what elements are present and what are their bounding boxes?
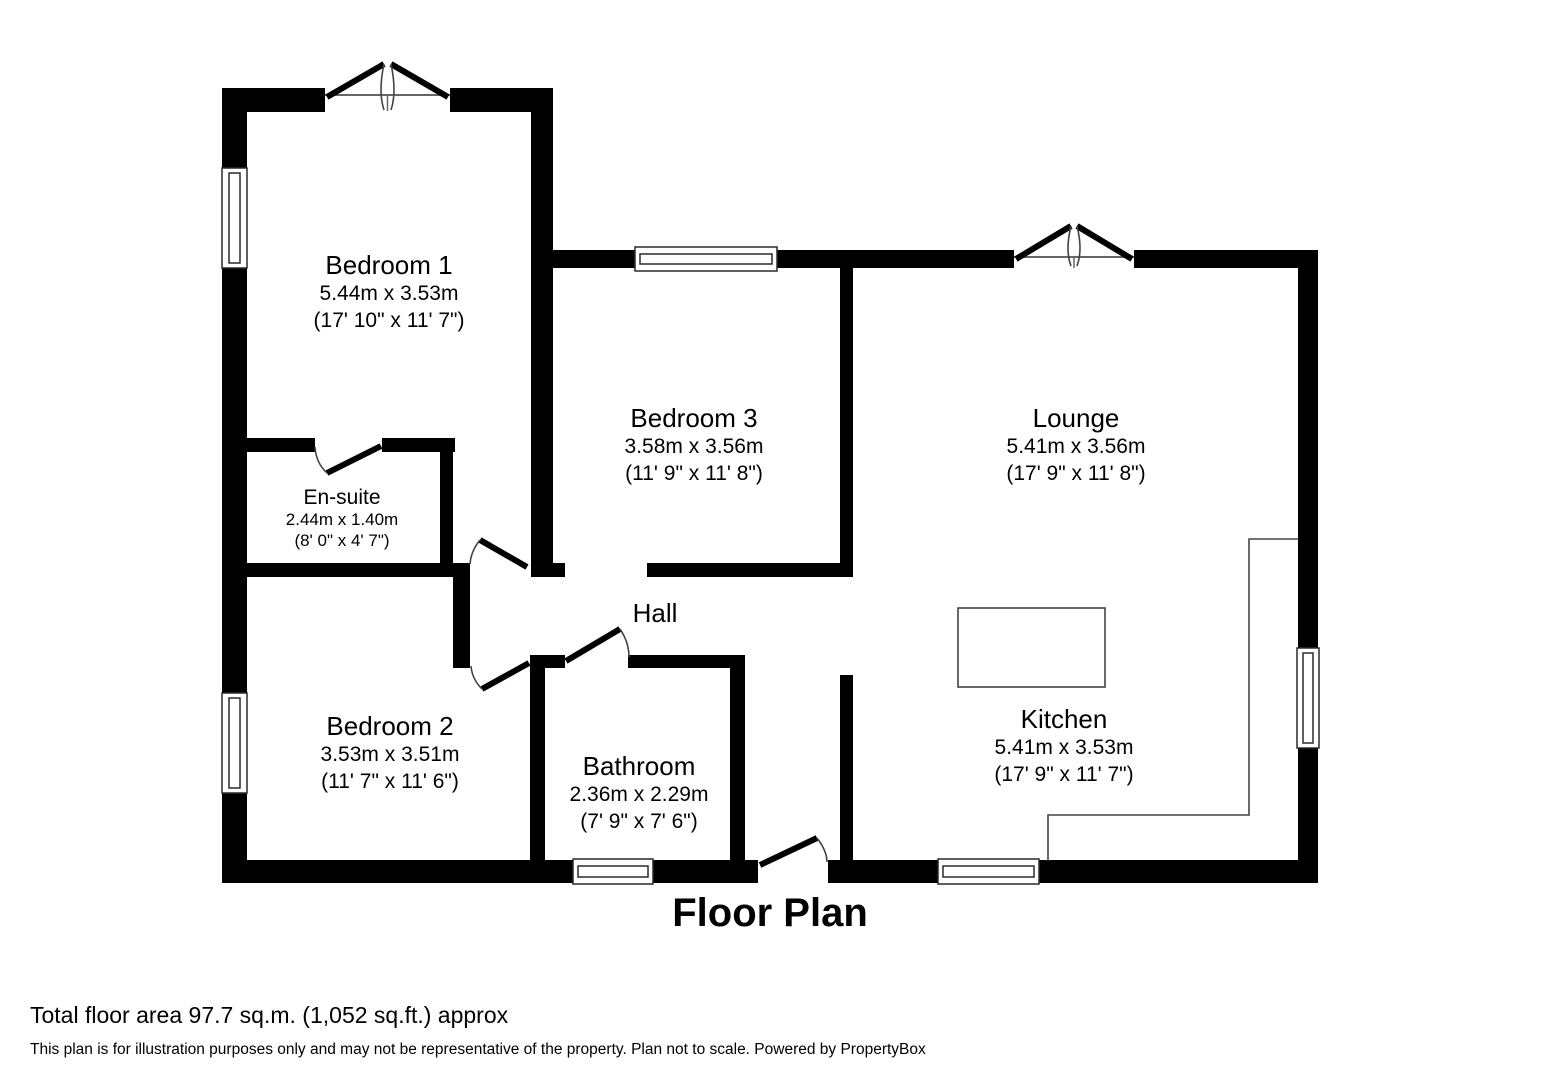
kitchen-counter [1048,539,1298,861]
window-bedroom2-left [222,693,247,793]
room-name: Kitchen [1020,704,1108,734]
wall-bathroom-top [628,655,745,668]
room-label-bedroom3 [625,404,764,487]
wall-bedroom3-lounge [840,268,853,577]
room-dim-metric: 3.53m x 3.51m [320,743,460,766]
room-dim-imperial: (17' 9" x 11' 7") [994,763,1134,786]
room-label-bedroom2 [321,712,460,795]
room-label-ensuite [286,486,398,551]
wall-ensuite-bottom [222,563,470,577]
room-label-hall [633,599,678,628]
room-dim-imperial: (8' 0" x 4' 7") [294,531,390,550]
room-label-lounge [1006,404,1145,487]
door-bedroom1 [470,540,527,567]
wall-stub-hall [553,563,565,577]
room-label-bathroom [570,752,709,835]
window-bathroom-bottom [573,859,653,884]
wall-bedroom2-bathroom [530,655,545,883]
room-dim-imperial: (17' 10" x 11' 7") [313,309,465,332]
window-bedroom3-top [635,247,777,271]
room-name: Bedroom 1 [325,250,453,280]
room-dim-imperial: (11' 9" x 11' 8") [625,462,763,485]
room-name: Lounge [1032,403,1120,433]
wall-exterior-right [1298,250,1318,883]
door-bedroom2 [471,663,529,689]
room-label-bedroom1 [314,251,465,334]
room-dim-metric: 3.58m x 3.56m [624,435,764,458]
room-dim-metric: 5.44m x 3.53m [319,282,459,305]
wall-hall-jog [453,563,470,668]
room-dim-metric: 5.41m x 3.53m [994,736,1134,759]
room-label-kitchen [994,705,1133,788]
kitchen-island [958,608,1105,687]
room-dim-imperial: (11' 7" x 11' 6") [321,770,459,793]
room-dim-metric: 2.36m x 2.29m [569,783,709,806]
plan-title: Floor Plan [672,891,868,935]
wall-hall-kitchen [840,675,853,883]
wall-bathroom-right [730,655,745,883]
room-dim-metric: 5.41m x 3.56m [1006,435,1146,458]
total-floor-area: Total floor area 97.7 sq.m. (1,052 sq.ft.) approx [30,1002,509,1028]
room-dim-imperial: (7' 9" x 7' 6") [580,810,698,833]
room-dim-metric: 2.44m x 1.40m [285,510,399,529]
window-bedroom1-left [222,168,247,268]
room-name: En-suite [303,486,381,509]
room-name: Bedroom 2 [326,711,454,741]
room-name: Hall [632,598,678,628]
window-kitchen-right [1297,648,1319,748]
room-dim-imperial: (17' 9" x 11' 8") [1006,462,1146,485]
room-name: Bathroom [582,751,696,781]
disclaimer-text: This plan is for illustration purposes only and may not be representative of the property. Plan not to scale. Powered by PropertyBox [30,1041,926,1058]
room-name: Bedroom 3 [630,403,758,433]
wall-bedroom3-bottom [647,563,853,577]
door-bathroom [566,629,629,661]
wall-bedroom1-right [531,88,553,577]
wall-ensuite-right [440,438,453,577]
window-kitchen-bottom [938,859,1039,884]
